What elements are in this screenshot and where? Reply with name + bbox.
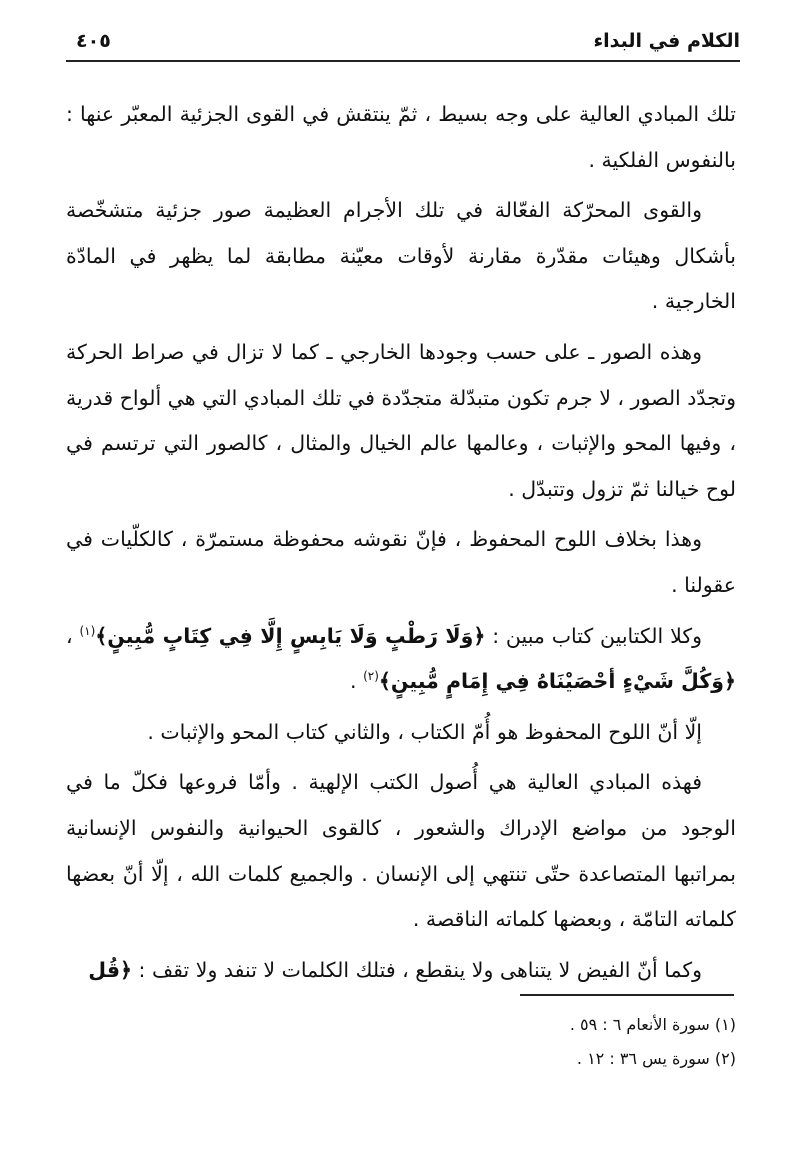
paragraph: فهذه المبادي العالية هي أُصول الكتب الإلهية . وأمّا فروعها فكلّ ما في الوجود من مواضع الإدراك والشعور ، كالقوى الحيوانية والنفوس الإنسانية بمراتبها المتصاعدة حتّى تنتهي إلى الإنسان . والجميع كلمات الله ، إلّا أنّ بعضها كلماته التامّة ، وبعضها كلماته الناقصة . <box>66 770 736 932</box>
quran-verse: ﴿قُل <box>88 957 132 982</box>
period: . <box>350 669 364 694</box>
quran-verse: ﴿وَكُلَّ شَيْءٍ أحْصَيْنَاهُ فِي إِمَامٍ مُّبِينٍ﴾ <box>378 669 736 694</box>
running-title: الكلام في البداء <box>593 30 740 52</box>
paragraph: والقوى المحرّكة الفعّالة في تلك الأجرام العظيمة صور جزئية متشخّصة بأشكال وهيئات مقدّرة مقارنة لأوقات معيّنة مطابقة لما يظهر في المادّة الخارجية . <box>66 198 736 314</box>
footnote-rule <box>520 994 734 996</box>
paragraph-last <box>66 948 736 994</box>
paragraph: وهذه الصور ـ على حسب وجودها الخارجي ـ كما لا تزال في صراط الحركة وتجدّد الصور ، لا جرم تكون متبدّلة متجدّدة في تلك المبادي التي هي ألواح قدرية ، وفيها المحو والإثبات ، وعالمها عالم الخيال والمثال ، كالصور التي ترتسم في لوح خيالنا ثمّ تزول وتتبدّل . <box>66 339 736 501</box>
main-text <box>66 92 736 998</box>
quran-citation-paragraph <box>66 614 736 705</box>
header-rule <box>66 60 740 62</box>
paragraph: وهذا بخلاف اللوح المحفوظ ، فإنّ نقوشه محفوظة مستمرّة ، كالكلّيات في عقولنا . <box>66 527 736 597</box>
quran-verse: ﴿وَلَا رَطْبٍ وَلَا يَابِسٍ إِلَّا فِي كِتَابٍ مُّبِينٍ﴾ <box>95 623 486 648</box>
footnote: (١) سورة الأنعام ٦ : ٥٩ . <box>569 1015 736 1034</box>
paragraph-text: وكما أنّ الفيض لا يتناهى ولا ينقطع ، فتلك الكلمات لا تنفد ولا تقف : <box>138 957 702 982</box>
footnote-ref: (١) <box>79 623 96 638</box>
paragraph: تلك المبادي العالية على وجه بسيط ، ثمّ ينتقش في القوى الجزئية المعبّر عنها : بالنفوس الفلكية . <box>66 102 736 172</box>
footnotes <box>66 1008 736 1076</box>
paragraph-lead: وكلا الكتابين كتاب مبين : <box>492 623 702 648</box>
footnote: (٢) سورة يس ٣٦ : ١٢ . <box>576 1049 736 1068</box>
paragraph: إلّا أنّ اللوح المحفوظ هو أُمّ الكتاب ، والثاني كتاب المحو والإثبات . <box>147 719 702 744</box>
footnote-ref: (٢) <box>363 669 379 684</box>
page-header <box>66 26 740 62</box>
separator: ، <box>66 623 80 648</box>
page-number: ٤٠٥ <box>76 30 111 52</box>
